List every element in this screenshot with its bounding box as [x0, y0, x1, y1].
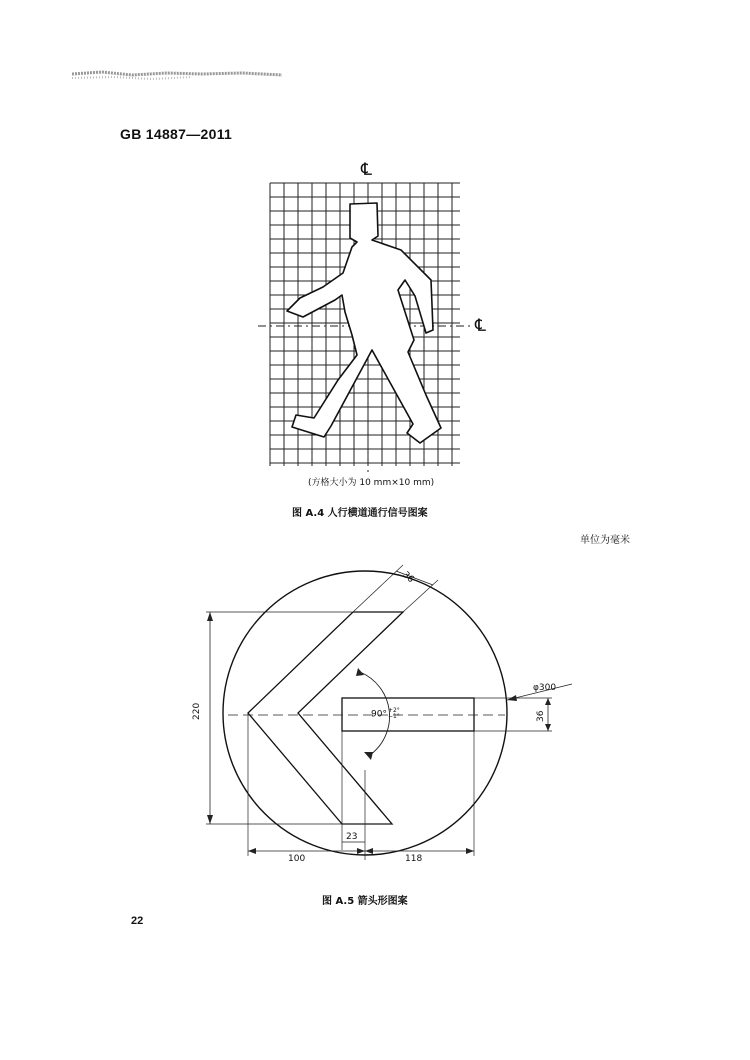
angle-tol-lower: −1° — [387, 713, 400, 720]
dim-stroke-width: 36 — [400, 570, 416, 586]
figure-a5-caption: 图 A.5 箭头形图案 — [322, 896, 408, 907]
grid-size-note: (方格大小为 10 mm×10 mm) — [308, 478, 435, 488]
dim-left-width: 100 — [288, 854, 306, 864]
arrow-shaft — [342, 698, 474, 731]
dim-right-width: 118 — [405, 854, 423, 864]
dim-angle — [371, 708, 400, 720]
figure-a4-caption: 图 A.4 人行横道通行信号图案 — [292, 508, 428, 519]
dim-gap: 23 — [346, 832, 358, 842]
angle-value: 90° — [371, 709, 387, 720]
dim-height: 220 — [192, 702, 202, 720]
standard-code: GB 14887—2011 — [120, 126, 233, 142]
dim-bar-height: 36 — [536, 710, 546, 722]
unit-note: 单位为毫米 — [580, 535, 630, 546]
centerline-label-right: ℄ — [475, 316, 486, 336]
dim-diameter: φ300 — [533, 683, 557, 693]
page-number: 22 — [131, 915, 144, 927]
angle-tol-upper: +2° — [387, 707, 400, 714]
centerline-label-top: ℄ — [361, 160, 372, 180]
